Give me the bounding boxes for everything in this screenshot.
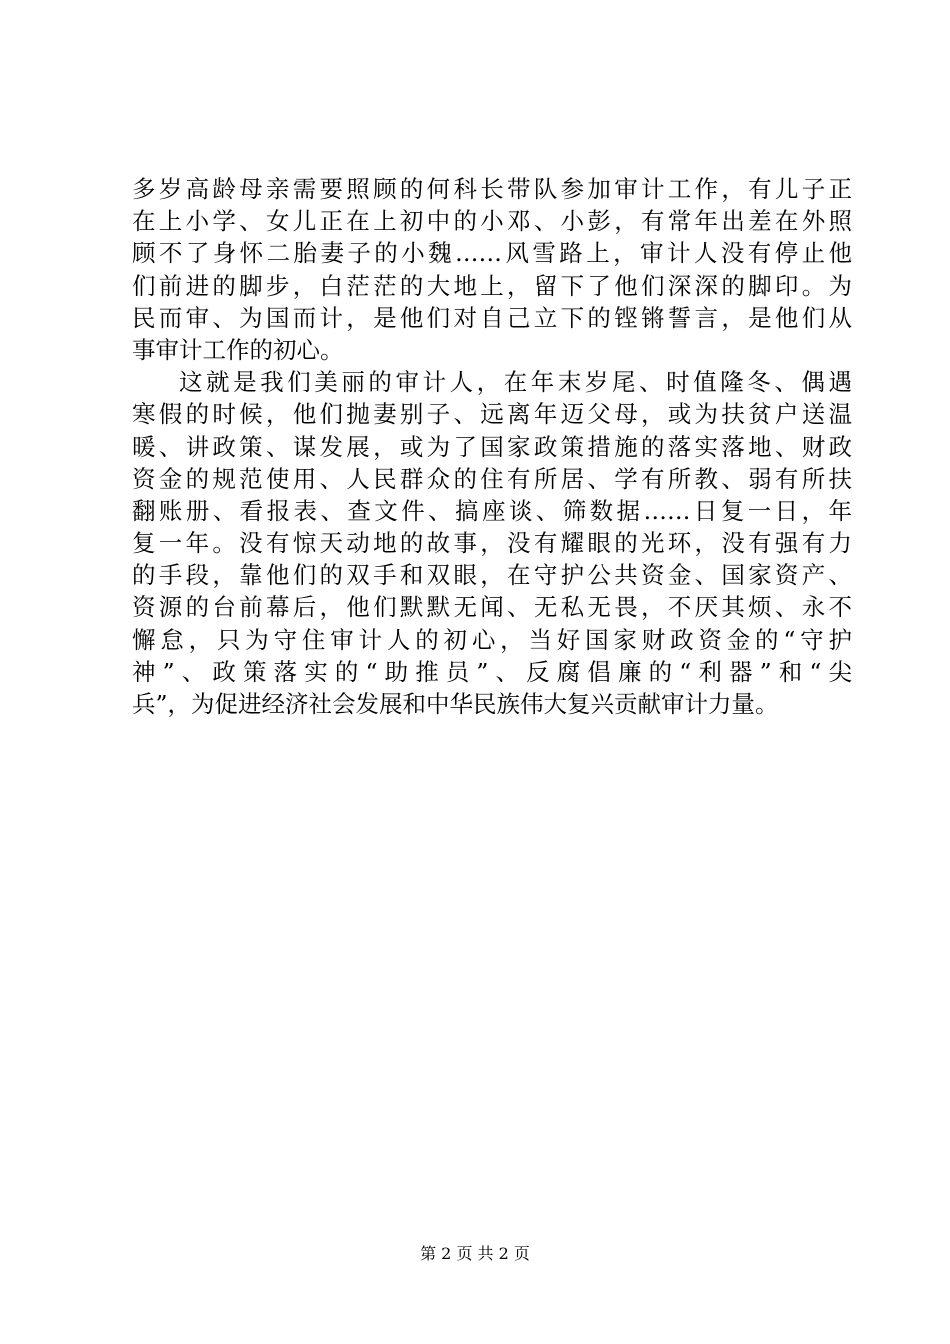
text-line: 翻账册、看报表、查文件、搞座谈、筛数据……日复一日，年 <box>132 496 852 525</box>
text-line: 在上小学、女儿正在上初中的小邓、小彭，有常年出差在外照 <box>132 207 852 236</box>
text-line: 事审计工作的初心。 <box>132 335 344 364</box>
paragraph-2 <box>132 366 852 720</box>
text-line: 寒假的时候，他们抛妻别子、远离年迈父母，或为扶贫户送温 <box>132 400 852 429</box>
text-line: 暖、讲政策、谋发展，或为了国家政策措施的落实落地、财政 <box>132 432 852 461</box>
text-line: 的手段，靠他们的双手和双眼，在守护公共资金、国家资产、 <box>132 561 852 590</box>
text-line: 们前进的脚步，白茫茫的大地上，留下了他们深深的脚印。为 <box>132 271 852 300</box>
document-body <box>132 173 852 720</box>
page-number-footer: 第 2 页 共 2 页 <box>420 1244 530 1263</box>
text-line: 这就是我们美丽的审计人，在年末岁尾、时值隆冬、偶遇 <box>179 368 852 397</box>
text-line: 资源的台前幕后，他们默默无闻、无私无畏，不厌其烦、永不 <box>132 593 852 622</box>
text-line: 兵”，为促进经济社会发展和中华民族伟大复兴贡献审计力量。 <box>132 690 779 718</box>
text-line: 多岁高龄母亲需要照顾的何科长带队参加审计工作，有儿子正 <box>132 175 852 203</box>
text-line: 复一年。没有惊天动地的故事，没有耀眼的光环，没有强有力 <box>132 529 852 558</box>
text-line: 民而审、为国而计，是他们对自己立下的铿锵誓言，是他们从 <box>132 303 852 332</box>
text-line: 神”、政策落实的“助推员”、反腐倡廉的“利器”和“尖 <box>132 657 852 686</box>
paragraph-1 <box>132 173 852 366</box>
text-line: 资金的规范使用、人民群众的住有所居、学有所教、弱有所扶 <box>132 464 852 493</box>
text-line: 顾不了身怀二胎妻子的小魏……风雪路上，审计人没有停止他 <box>132 239 852 268</box>
text-line: 懈怠，只为守住审计人的初心，当好国家财政资金的“守护 <box>132 625 852 654</box>
